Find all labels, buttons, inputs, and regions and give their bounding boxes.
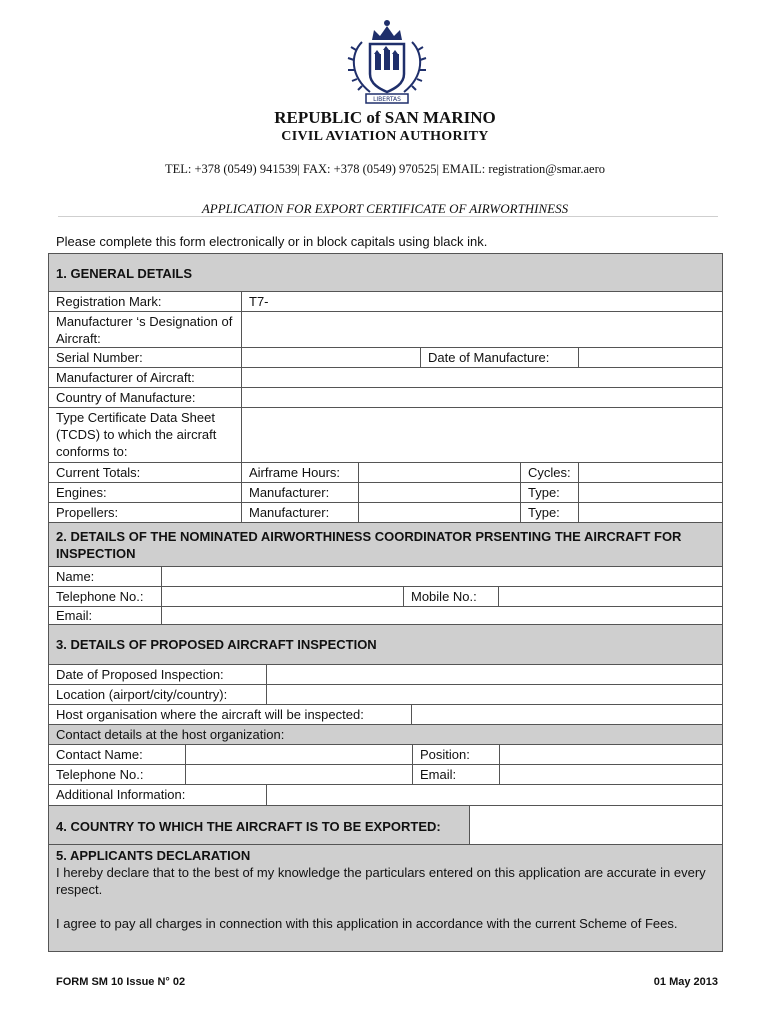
cycles-input[interactable] bbox=[579, 463, 722, 482]
form-row-registration bbox=[48, 291, 723, 312]
country-input[interactable] bbox=[242, 388, 722, 407]
country-label: Country of Manufacture: bbox=[56, 390, 196, 405]
section-1-header bbox=[48, 253, 723, 292]
propellers-manufacturer-input[interactable] bbox=[359, 503, 520, 522]
registration-input[interactable]: T7- bbox=[249, 294, 269, 309]
date-manufacture-label: Date of Manufacture: bbox=[428, 350, 550, 365]
registration-label: Registration Mark: bbox=[56, 294, 162, 309]
contact-line: TEL: +378 (0549) 941539| FAX: +378 (0549) 970525| EMAIL: registration@smar.aero bbox=[164, 162, 606, 176]
form-row-designation bbox=[48, 311, 723, 348]
form-row-location bbox=[48, 684, 723, 705]
form-number: FORM SM 10 Issue N° 02 bbox=[56, 976, 186, 988]
coordinator-telephone-label: Telephone No.: bbox=[56, 589, 144, 604]
coordinator-telephone-input[interactable] bbox=[162, 587, 403, 606]
form-row-contact-phone bbox=[48, 764, 723, 785]
emblem-motto: LIBERTAS bbox=[373, 96, 401, 103]
form-row-contact-details bbox=[48, 724, 723, 745]
tcds-label: Type Certificate Data Sheet (TCDS) to which the aircraft conforms to: bbox=[56, 410, 217, 459]
position-input[interactable] bbox=[500, 745, 722, 764]
coordinator-name-label: Name: bbox=[56, 569, 95, 584]
engines-type-input[interactable] bbox=[579, 483, 722, 502]
title-divider bbox=[58, 216, 718, 217]
form-row-manufacturer bbox=[48, 367, 723, 388]
section-2-header bbox=[48, 522, 723, 567]
additional-info-input[interactable] bbox=[267, 785, 722, 805]
position-label: Position: bbox=[420, 747, 470, 762]
form-row-engines bbox=[48, 482, 723, 503]
manufacturer-label: Manufacturer of Aircraft: bbox=[56, 370, 195, 385]
coordinator-email-input[interactable] bbox=[162, 607, 722, 624]
designation-input[interactable] bbox=[242, 312, 722, 347]
tcds-input[interactable] bbox=[242, 408, 722, 462]
section-5-heading: 5. APPLICANTS DECLARATION bbox=[56, 848, 251, 863]
manufacturer-input[interactable] bbox=[242, 368, 722, 387]
san-marino-emblem-icon bbox=[342, 14, 432, 106]
airframe-input[interactable] bbox=[359, 463, 520, 482]
engines-label: Engines: bbox=[56, 485, 107, 500]
section-3-header bbox=[48, 624, 723, 665]
form-row-propellers bbox=[48, 502, 723, 523]
section-4-heading: 4. COUNTRY TO WHICH THE AIRCRAFT IS TO BE EXPORTED: bbox=[56, 819, 441, 834]
engines-type-label: Type: bbox=[528, 485, 560, 500]
intro-text: Please complete this form electronically or in block capitals using black ink. bbox=[56, 234, 488, 249]
form-date: 01 May 2013 bbox=[653, 976, 718, 988]
declaration-text: I hereby declare that to the best of my knowledge the particulars entered on this application are accurate in every respect. bbox=[56, 865, 706, 897]
location-label: Location (airport/city/country): bbox=[56, 687, 228, 702]
contact-name-label: Contact Name: bbox=[56, 747, 143, 762]
cycles-label: Cycles: bbox=[528, 465, 571, 480]
inspection-date-label: Date of Proposed Inspection: bbox=[56, 667, 224, 682]
section-2-heading: 2. DETAILS OF THE NOMINATED AIRWORTHINESS COORDINATOR PRSENTING THE AIRCRAFT FOR INSPECTION bbox=[56, 529, 682, 561]
propellers-type-label: Type: bbox=[528, 505, 560, 520]
section-4-header bbox=[48, 805, 723, 845]
airframe-label: Airframe Hours: bbox=[249, 465, 341, 480]
designation-label: Manufacturer ‘s Designation of Aircraft: bbox=[56, 314, 233, 346]
section-3-heading: 3. DETAILS OF PROPOSED AIRCRAFT INSPECTION bbox=[56, 637, 377, 652]
engines-manufacturer-input[interactable] bbox=[359, 483, 520, 502]
form-title: APPLICATION FOR EXPORT CERTIFICATE OF AIRWORTHINESS bbox=[201, 201, 569, 216]
date-manufacture-input[interactable] bbox=[579, 348, 722, 367]
host-label: Host organisation where the aircraft will be inspected: bbox=[56, 707, 364, 722]
form-row-inspection-date bbox=[48, 664, 723, 685]
section-5-declaration bbox=[48, 844, 723, 952]
coordinator-email-label: Email: bbox=[56, 608, 93, 623]
engines-manufacturer-label: Manufacturer: bbox=[249, 485, 330, 500]
form-row-serial bbox=[48, 347, 723, 368]
contact-name-input[interactable] bbox=[186, 745, 413, 764]
totals-label: Current Totals: bbox=[56, 465, 141, 480]
serial-label: Serial Number: bbox=[56, 350, 143, 365]
form-row-totals bbox=[48, 462, 723, 483]
form-row-coordinator-email bbox=[48, 606, 723, 625]
form-row-coordinator-phone bbox=[48, 586, 723, 607]
contact-telephone-input[interactable] bbox=[186, 765, 413, 784]
host-input[interactable] bbox=[412, 705, 722, 724]
coordinator-name-input[interactable] bbox=[162, 567, 722, 586]
charges-text: I agree to pay all charges in connection with this application in accordance with the current Scheme of Fees. bbox=[56, 916, 678, 931]
authority-title: CIVIL AVIATION AUTHORITY bbox=[281, 129, 489, 144]
form-row-additional bbox=[48, 784, 723, 806]
contact-email-label: Email: bbox=[420, 767, 457, 782]
form-row-coordinator-name bbox=[48, 566, 723, 587]
export-country-input[interactable] bbox=[470, 806, 722, 844]
contact-email-input[interactable] bbox=[500, 765, 722, 784]
contact-telephone-label: Telephone No.: bbox=[56, 767, 144, 782]
section-1-heading: 1. GENERAL DETAILS bbox=[56, 266, 193, 281]
coordinator-mobile-input[interactable] bbox=[499, 587, 722, 606]
propellers-label: Propellers: bbox=[56, 505, 119, 520]
contact-details-label: Contact details at the host organization: bbox=[56, 727, 285, 742]
republic-title: REPUBLIC of SAN MARINO bbox=[274, 108, 496, 127]
additional-info-label: Additional Information: bbox=[56, 787, 186, 802]
propellers-manufacturer-label: Manufacturer: bbox=[249, 505, 330, 520]
serial-input[interactable] bbox=[242, 348, 420, 367]
form-row-contact-name bbox=[48, 744, 723, 765]
propellers-type-input[interactable] bbox=[579, 503, 722, 522]
coordinator-mobile-label: Mobile No.: bbox=[411, 589, 477, 604]
location-input[interactable] bbox=[267, 685, 722, 704]
form-row-host bbox=[48, 704, 723, 725]
form-row-country bbox=[48, 387, 723, 408]
form-row-tcds bbox=[48, 407, 723, 463]
inspection-date-input[interactable] bbox=[267, 665, 722, 684]
